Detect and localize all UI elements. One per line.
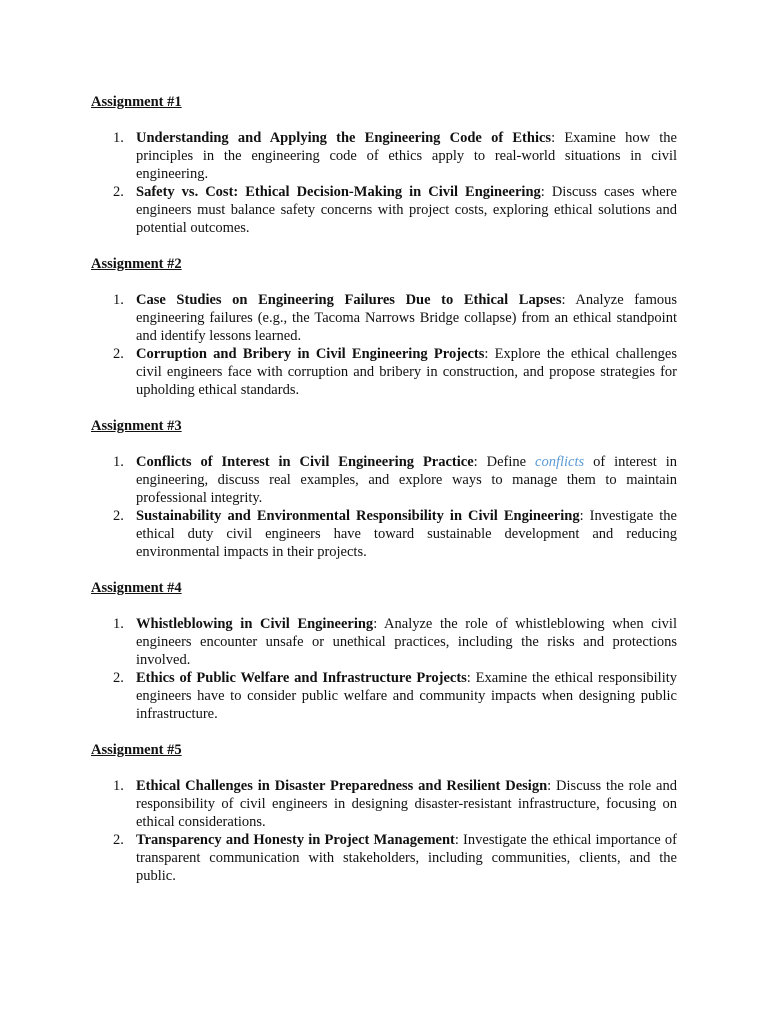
item-number: 1. xyxy=(113,130,124,146)
item-description: : Analyze the role of whistleblowing when civil engineers encounter unsafe or unethical practices, including the risks and protections involved. xyxy=(136,616,677,668)
item-description: : Explore the ethical challenges civil engineers face with corruption and bribery in construction, and propose strategies for upholding ethical standards. xyxy=(136,346,677,398)
assignment-heading: Assignment #3 xyxy=(91,418,182,434)
item-description: : Investigate the ethical duty civil engineers have toward sustainable development and reducing environmental impacts in their projects. xyxy=(136,508,677,560)
item-title: Corruption and Bribery in Civil Engineering Projects xyxy=(136,346,485,362)
assignment-list xyxy=(91,777,677,885)
assignment-section-5 xyxy=(91,741,677,885)
item-description: : Investigate the ethical importance of transparent communication with stakeholders, including communities, clients, and the public. xyxy=(136,832,677,884)
assignment-heading: Assignment #4 xyxy=(91,580,182,596)
item-number: 1. xyxy=(113,778,124,794)
item-title: Whistleblowing in Civil Engineering xyxy=(136,616,374,632)
item-description: : Examine the ethical responsibility engineers have to consider public welfare and community impacts when designing public infrastructure. xyxy=(136,670,677,722)
list-item xyxy=(91,183,677,237)
assignment-heading: Assignment #2 xyxy=(91,256,182,272)
assignment-section-3 xyxy=(91,417,677,561)
assignment-list xyxy=(91,615,677,723)
item-number: 2. xyxy=(113,508,124,524)
assignment-list xyxy=(91,453,677,561)
item-title: Case Studies on Engineering Failures Due to Ethical Lapses xyxy=(136,292,562,308)
item-number: 1. xyxy=(113,292,124,308)
list-item xyxy=(91,507,677,561)
item-description: : Analyze famous engineering failures (e.g., the Tacoma Narrows Bridge collapse) from an ethical standpoint and identify lessons learned. xyxy=(136,292,677,344)
document-page xyxy=(91,93,677,885)
assignment-heading: Assignment #1 xyxy=(91,94,182,110)
item-title: Transparency and Honesty in Project Management xyxy=(136,832,455,848)
item-description: : Define xyxy=(473,454,536,470)
item-number: 2. xyxy=(113,670,124,686)
list-item xyxy=(91,669,677,723)
item-title: Ethical Challenges in Disaster Preparedness and Resilient Design xyxy=(136,778,548,794)
list-item xyxy=(91,291,677,345)
assignment-section-2 xyxy=(91,255,677,399)
item-number: 1. xyxy=(113,616,124,632)
item-description-continued: of interest in engineering, discuss real examples, and explore ways to manage them to maintain professional integrity. xyxy=(136,454,677,506)
item-title: Ethics of Public Welfare and Infrastructure Projects xyxy=(136,670,467,686)
list-item xyxy=(91,345,677,399)
assignment-section-1 xyxy=(91,93,677,237)
assignment-heading: Assignment #5 xyxy=(91,742,182,758)
assignment-list xyxy=(91,129,677,237)
list-item xyxy=(91,831,677,885)
item-description: : Examine how the principles in the engineering code of ethics apply to real-world situations in civil engineering. xyxy=(136,130,677,182)
item-number: 2. xyxy=(113,184,124,200)
item-title: Conflicts of Interest in Civil Engineering Practice xyxy=(136,454,474,470)
item-number: 2. xyxy=(113,346,124,362)
list-item xyxy=(91,777,677,831)
conflicts-link[interactable]: conflicts xyxy=(535,454,585,470)
list-item xyxy=(91,453,677,507)
assignment-section-4 xyxy=(91,579,677,723)
assignment-list xyxy=(91,291,677,399)
list-item xyxy=(91,615,677,669)
item-description: : Discuss the role and responsibility of civil engineers in designing disaster-resistant infrastructure, focusing on ethical considerations. xyxy=(136,778,677,830)
item-number: 2. xyxy=(113,832,124,848)
item-number: 1. xyxy=(113,454,124,470)
item-description: : Discuss cases where engineers must balance safety concerns with project costs, exploring ethical solutions and potential outcomes. xyxy=(136,184,677,236)
item-title: Safety vs. Cost: Ethical Decision-Making in Civil Engineering xyxy=(136,184,541,200)
list-item xyxy=(91,129,677,183)
item-title: Understanding and Applying the Engineering Code of Ethics xyxy=(136,130,552,146)
item-title: Sustainability and Environmental Responsibility in Civil Engineering xyxy=(136,508,580,524)
